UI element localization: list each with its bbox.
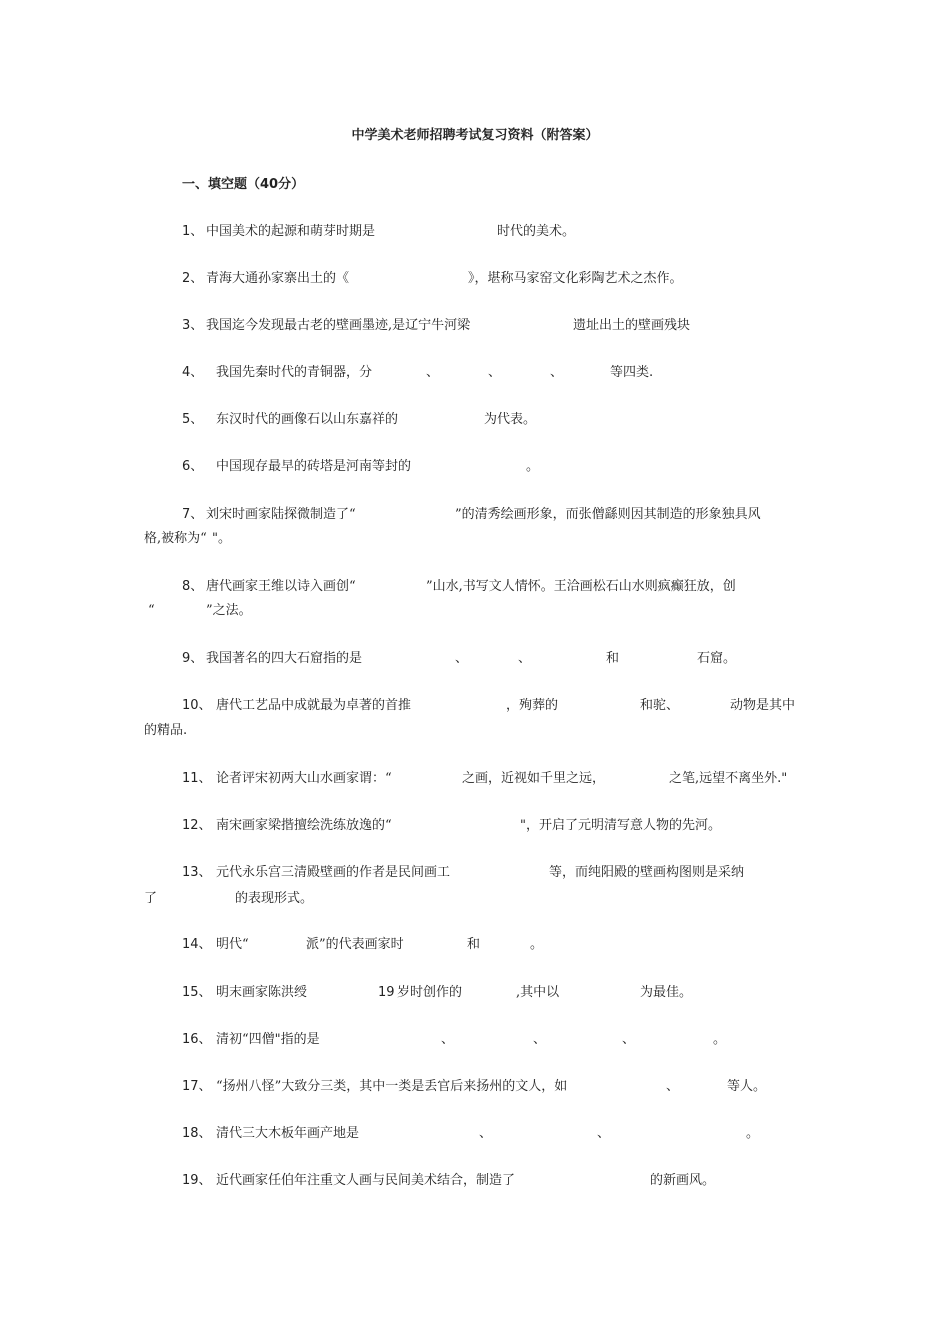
question-number: 7、 [182,507,204,522]
question-text: 、 [441,1032,455,1047]
question-text: 为代表。 [484,412,537,427]
question-number: 2、 [182,271,204,286]
question-text: 、 [455,651,469,666]
question-text: 、 [479,1126,493,1141]
question-text: ”山水,书写文人情怀。王洽画松石山水则疯癫狂放，创 [426,579,736,594]
question-text: 的表现形式。 [235,891,314,906]
question-text: 刘宋时画家陆探微制造了“ [206,507,356,522]
question-text: 唐代画家王维以诗入画创“ [206,579,356,594]
question-text: 为最佳。 [640,985,693,1000]
question-text: "，开启了元明清写意人物的先河。 [520,818,721,833]
question-number: 8、 [182,579,204,594]
question-text: 格,被称为“ [144,531,207,546]
question-text: 的新画风。 [650,1173,716,1188]
question-text: 青海大通孙家寨出土的《 [206,271,350,286]
question-number: 3、 [182,318,204,333]
question-number: 12、 [182,818,212,833]
question-text: ”的清秀绘画形象，而张僧繇则因其制造的形象独具风 [455,507,761,522]
question-text: 和驼、 [640,698,680,713]
question-text: 的精品. [144,723,188,738]
question-text: 遗址出土的壁画残块 [573,318,691,333]
question-number: 11、 [182,771,212,786]
section-heading: 一、填空题（40分） [182,177,305,192]
question-text: 派”的代表画家时 [306,937,404,952]
question-text: 等人。 [727,1079,767,1094]
question-text: 、 [622,1032,636,1047]
question-text: 中国美术的起源和萌芽时期是 [206,224,376,239]
question-text: 明代“ [216,937,249,952]
question-text: 动物是其中 [730,698,796,713]
question-text: 等，而纯阳殿的壁画构图则是采纳 [549,865,745,880]
question-text: 。 [526,459,540,474]
question-number: 15、 [182,985,212,1000]
question-text: 、 [550,365,564,380]
question-number: 13、 [182,865,212,880]
question-text: 唐代工艺品中成就最为卓著的首推 [216,698,412,713]
question-number: 14、 [182,937,212,952]
question-number: 5、 [182,412,204,427]
question-text: "。 [212,531,231,546]
question-text: 中国现存最早的砖塔是河南等封的 [216,459,412,474]
question-text: 、 [597,1126,611,1141]
question-number: 10、 [182,698,212,713]
question-number: 19、 [182,1173,212,1188]
question-text: 、 [666,1079,680,1094]
question-text: 。 [530,937,544,952]
question-text: ，殉葬的 [506,698,559,713]
question-text: 、 [488,365,502,380]
question-text: 和 [606,651,620,666]
question-text: 、 [533,1032,547,1047]
question-text: 近代画家任伯年注重文人画与民间美术结合，制造了 [216,1173,516,1188]
question-number: 9、 [182,651,204,666]
question-text: 清代三大木板年画产地是 [216,1126,360,1141]
question-text: 。 [713,1032,727,1047]
question-text: 论者评宋初两大山水画家谓：“ [216,771,392,786]
question-number: 1、 [182,224,204,239]
question-text: 我国先秦时代的青铜器，分 [216,365,373,380]
question-number: 16、 [182,1032,212,1047]
question-text: “ [148,603,155,618]
question-text: 明末画家陈洪绶 [216,985,308,1000]
question-text: 》，堪称马家窑文化彩陶艺术之杰作。 [468,271,683,286]
question-text: 东汉时代的画像石以山东嘉祥的 [216,412,399,427]
page-title: 中学美术老师招聘考试复习资料（附答案） [351,128,599,143]
question-text: 清初“四僧"指的是 [216,1032,320,1047]
question-text: 我国著名的四大石窟指的是 [206,651,363,666]
question-text: ,其中以 [516,985,560,1000]
question-text: 石窟。 [697,651,737,666]
question-text: 和 [467,937,481,952]
question-number: 17、 [182,1079,212,1094]
question-text: 、 [518,651,532,666]
question-text: 之画，近视如千里之远， [462,771,606,786]
question-text: 我国迄今发现最古老的壁画墨迹,是辽宁牛河梁 [206,318,471,333]
question-text: 。 [746,1126,760,1141]
question-text: ”之法。 [206,603,252,618]
question-text: 元代永乐宫三清殿壁画的作者是民间画工 [216,865,451,880]
question-text: 、 [426,365,440,380]
question-text: 19 [378,985,395,1000]
question-text: 南宋画家梁揩擅绘洗练放逸的“ [216,818,392,833]
question-number: 6、 [182,459,204,474]
question-text: 等四类. [610,365,654,380]
question-text: “扬州八怪”大致分三类，其中一类是丢官后来扬州的文人，如 [216,1079,568,1094]
question-text: 岁时创作的 [397,985,463,1000]
question-number: 4、 [182,365,204,380]
question-text: 了 [144,891,158,906]
question-text: 之笔,远望不离坐外." [669,771,788,786]
question-number: 18、 [182,1126,212,1141]
question-text: 时代的美术。 [497,224,576,239]
